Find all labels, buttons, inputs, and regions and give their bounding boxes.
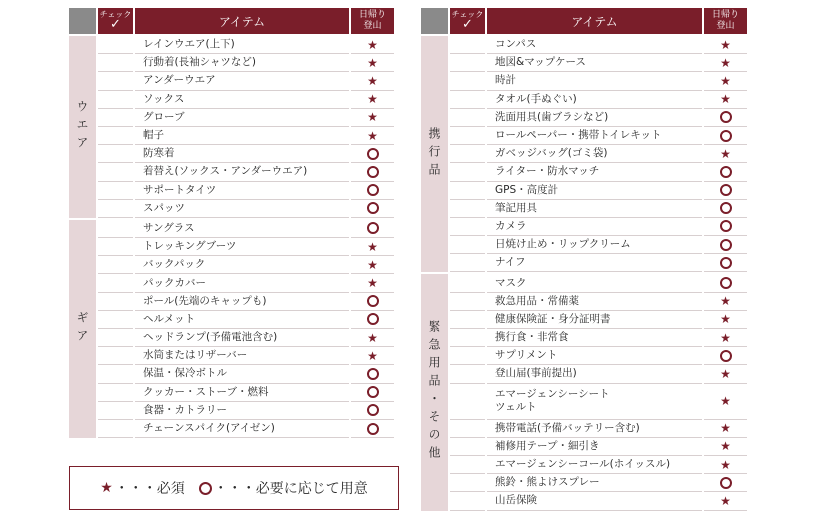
day-trip-mark (704, 365, 747, 383)
check-box[interactable] (98, 347, 133, 365)
list-item (98, 402, 394, 420)
check-box[interactable] (98, 311, 133, 329)
group-label (421, 274, 448, 510)
legend-required-text: ・・・必須 (114, 481, 185, 497)
day-trip-mark (351, 91, 394, 109)
item-name: ソックス (135, 91, 349, 109)
item-name: マスク (487, 274, 702, 292)
star-icon: ★ (720, 146, 731, 161)
item-name: 日焼け止め・リップクリーム (487, 236, 702, 254)
list-item (98, 54, 394, 72)
header-day-trip (704, 8, 747, 34)
item-name: 防寒着 (135, 145, 349, 163)
item-name: エマージェンシーコール(ホイッスル) (487, 456, 702, 474)
check-box[interactable] (98, 329, 133, 347)
check-box[interactable] (98, 109, 133, 127)
star-icon: ★ (367, 348, 378, 363)
day-trip-mark (351, 182, 394, 200)
day-trip-mark (704, 36, 747, 54)
star-icon: ★ (720, 294, 731, 309)
header-day-line2: 登山 (363, 21, 382, 31)
day-trip-mark (704, 145, 747, 163)
list-item (450, 492, 747, 510)
circle-icon (367, 386, 379, 398)
circle-icon (367, 368, 379, 380)
check-box[interactable] (98, 220, 133, 238)
list-item (450, 36, 747, 54)
item-name: 補修用テープ・細引き (487, 438, 702, 456)
check-box[interactable] (450, 36, 485, 54)
item-name: ライター・防水マッチ (487, 163, 702, 181)
day-trip-mark (704, 347, 747, 365)
right-group-0 (421, 36, 749, 272)
circle-icon (367, 313, 379, 325)
day-trip-mark (704, 127, 747, 145)
day-trip-mark (704, 54, 747, 72)
day-trip-mark (351, 293, 394, 311)
legend (69, 466, 399, 510)
day-trip-mark (704, 384, 747, 420)
day-trip-mark (704, 236, 747, 254)
left-group-1 (69, 220, 399, 438)
left-checklist-panel (69, 8, 399, 438)
list-item (98, 72, 394, 90)
item-name: エマージェンシーシート ツェルト (487, 384, 702, 420)
check-box[interactable] (98, 127, 133, 145)
check-box[interactable] (98, 182, 133, 200)
check-box[interactable] (450, 293, 485, 311)
list-item (98, 274, 394, 292)
list-item (450, 54, 747, 72)
check-box[interactable] (98, 384, 133, 402)
star-icon: ★ (720, 421, 731, 436)
item-name: ヘッドランプ(予備電池含む) (135, 329, 349, 347)
star-icon: ★ (720, 312, 731, 327)
item-name: スパッツ (135, 200, 349, 218)
star-icon: ★ (367, 239, 378, 254)
check-box[interactable] (98, 238, 133, 256)
star-icon: ★ (720, 92, 731, 107)
group-label (421, 36, 448, 272)
list-item (98, 36, 394, 54)
check-box[interactable] (98, 36, 133, 54)
item-name: 筆記用具 (487, 200, 702, 218)
list-item (450, 474, 747, 492)
check-box[interactable] (98, 145, 133, 163)
item-name: サングラス (135, 220, 349, 238)
day-trip-mark (704, 109, 747, 127)
item-name: バックパック (135, 256, 349, 274)
check-box[interactable] (98, 365, 133, 383)
circle-icon (367, 423, 379, 435)
list-item (450, 91, 747, 109)
check-box[interactable] (98, 72, 133, 90)
list-item (450, 347, 747, 365)
item-name: 携帯電話(予備バッテリー含む) (487, 420, 702, 438)
group-label (69, 36, 96, 218)
day-trip-mark (704, 456, 747, 474)
check-box[interactable] (98, 256, 133, 274)
item-name: トレッキングブーツ (135, 238, 349, 256)
item-name: 着替え(ソックス・アンダーウエア) (135, 163, 349, 181)
item-name: クッカー・ストーブ・燃料 (135, 384, 349, 402)
day-trip-mark (704, 218, 747, 236)
day-trip-mark (704, 72, 747, 90)
header-day-line1: 日帰り (358, 10, 386, 20)
check-box[interactable] (450, 329, 485, 347)
item-name: GPS・高度計 (487, 182, 702, 200)
list-item (450, 72, 747, 90)
header-check (450, 8, 485, 34)
item-name: 時計 (487, 72, 702, 90)
header-day-trip (351, 8, 394, 34)
check-box[interactable] (98, 274, 133, 292)
circle-icon (367, 404, 379, 416)
circle-icon (720, 130, 732, 142)
header-corner (421, 8, 448, 34)
item-name: サポートタイツ (135, 182, 349, 200)
list-item (450, 236, 747, 254)
item-name: ヘルメット (135, 311, 349, 329)
item-name: 救急用品・常備薬 (487, 293, 702, 311)
check-box[interactable] (450, 456, 485, 474)
star-icon: ★ (367, 257, 378, 272)
item-name: 登山届(事前提出) (487, 365, 702, 383)
item-name: タオル(手ぬぐい) (487, 91, 702, 109)
check-box[interactable] (450, 438, 485, 456)
item-name: サプリメント (487, 347, 702, 365)
item-name: 健康保険証・身分証明書 (487, 311, 702, 329)
check-box[interactable] (450, 347, 485, 365)
check-box[interactable] (450, 492, 485, 510)
item-name: コンパス (487, 36, 702, 54)
day-trip-mark (351, 365, 394, 383)
legend-optional-text: ・・・必要に応じて用意 (213, 481, 368, 497)
check-box[interactable] (450, 311, 485, 329)
day-trip-mark (351, 311, 394, 329)
list-item (98, 329, 394, 347)
star-icon: ★ (367, 37, 378, 52)
list-item (98, 256, 394, 274)
group-label-text: 緊急用品・その他 (427, 320, 441, 465)
item-name: ロールペーパー・携帯トイレキット (487, 127, 702, 145)
group-label-text: 携行品 (427, 127, 441, 182)
check-box[interactable] (98, 420, 133, 438)
list-item (98, 420, 394, 438)
item-name: 携行食・非常食 (487, 329, 702, 347)
list-item (450, 293, 747, 311)
circle-icon (720, 220, 732, 232)
item-name: ガベッジバッグ(ゴミ袋) (487, 145, 702, 163)
star-icon: ★ (367, 330, 378, 345)
list-item (98, 293, 394, 311)
item-name: 洗面用具(歯ブラシなど) (487, 109, 702, 127)
check-box[interactable] (450, 254, 485, 272)
check-box[interactable] (450, 384, 485, 420)
day-trip-mark (704, 91, 747, 109)
day-trip-mark (351, 274, 394, 292)
left-group-0 (69, 36, 399, 218)
header-check-label: チェック (451, 10, 484, 19)
item-name: パックカバー (135, 274, 349, 292)
day-trip-mark (351, 127, 394, 145)
check-box[interactable] (450, 54, 485, 72)
right-table-header (421, 8, 749, 34)
day-trip-mark (704, 329, 747, 347)
day-trip-mark (351, 109, 394, 127)
star-icon: ★ (367, 110, 378, 125)
star-icon: ★ (720, 394, 731, 409)
list-item (98, 109, 394, 127)
day-trip-mark (704, 311, 747, 329)
item-name: ポール(先端のキャップも) (135, 293, 349, 311)
circle-icon (720, 277, 732, 289)
item-name: 行動着(長袖シャツなど) (135, 54, 349, 72)
circle-icon (720, 350, 732, 362)
check-box[interactable] (450, 218, 485, 236)
item-name: 水筒またはリザーバー (135, 347, 349, 365)
day-trip-mark (704, 274, 747, 292)
header-day-line1: 日帰り (711, 10, 739, 20)
list-item (98, 365, 394, 383)
item-name: 保温・保冷ボトル (135, 365, 349, 383)
star-icon: ★ (367, 92, 378, 107)
header-check-label: チェック (99, 10, 132, 19)
check-box[interactable] (450, 365, 485, 383)
day-trip-mark (351, 420, 394, 438)
star-icon: ★ (720, 37, 731, 52)
item-name: チェーンスパイク(アイゼン) (135, 420, 349, 438)
list-item (450, 365, 747, 383)
day-trip-mark (704, 163, 747, 181)
circle-icon (199, 482, 212, 495)
day-trip-mark (704, 200, 747, 218)
star-icon: ★ (720, 330, 731, 345)
item-name: 山岳保険 (487, 492, 702, 510)
day-trip-mark (351, 163, 394, 181)
day-trip-mark (351, 347, 394, 365)
circle-icon (720, 257, 732, 269)
check-box[interactable] (450, 109, 485, 127)
day-trip-mark (351, 402, 394, 420)
list-item (98, 238, 394, 256)
circle-icon (720, 166, 732, 178)
day-trip-mark (351, 36, 394, 54)
list-item (98, 182, 394, 200)
day-trip-mark (351, 329, 394, 347)
list-item (98, 163, 394, 181)
list-item (98, 384, 394, 402)
list-item (98, 347, 394, 365)
group-label-text: ギア (75, 311, 89, 347)
star-icon: ★ (720, 457, 731, 472)
check-mark-icon: ✓ (110, 17, 121, 32)
list-item (450, 163, 747, 181)
list-item (450, 311, 747, 329)
group-label-text: ウエア (75, 99, 89, 154)
check-mark-icon: ✓ (462, 17, 473, 32)
circle-icon (367, 166, 379, 178)
day-trip-mark (704, 254, 747, 272)
item-name: アンダーウエア (135, 72, 349, 90)
check-box[interactable] (98, 200, 133, 218)
check-box[interactable] (450, 274, 485, 292)
day-trip-mark (704, 182, 747, 200)
item-name: カメラ (487, 218, 702, 236)
circle-icon (720, 202, 732, 214)
star-icon: ★ (367, 73, 378, 88)
header-day-line2: 登山 (716, 21, 735, 31)
check-box[interactable] (450, 420, 485, 438)
circle-icon (367, 295, 379, 307)
list-item (98, 91, 394, 109)
item-name: 熊鈴・熊よけスプレー (487, 474, 702, 492)
list-item (450, 182, 747, 200)
day-trip-mark (351, 256, 394, 274)
left-table-header (69, 8, 399, 34)
item-name: グローブ (135, 109, 349, 127)
item-name: ナイフ (487, 254, 702, 272)
circle-icon (720, 111, 732, 123)
day-trip-mark (704, 474, 747, 492)
item-name: レインウエア(上下) (135, 36, 349, 54)
star-icon: ★ (720, 55, 731, 70)
day-trip-mark (351, 145, 394, 163)
day-trip-mark (704, 420, 747, 438)
circle-icon (720, 184, 732, 196)
list-item (450, 456, 747, 474)
day-trip-mark (351, 384, 394, 402)
star-icon: ★ (367, 55, 378, 70)
list-item (98, 145, 394, 163)
check-box[interactable] (450, 163, 485, 181)
day-trip-mark (351, 72, 394, 90)
list-item (450, 200, 747, 218)
right-checklist-panel (421, 8, 749, 511)
list-item (450, 109, 747, 127)
header-check (98, 8, 133, 34)
check-box[interactable] (450, 474, 485, 492)
day-trip-mark (351, 200, 394, 218)
list-item (450, 218, 747, 236)
day-trip-mark (351, 220, 394, 238)
star-icon: ★ (720, 493, 731, 508)
list-item (450, 438, 747, 456)
header-corner (69, 8, 96, 34)
group-label (69, 220, 96, 438)
check-box[interactable] (98, 54, 133, 72)
list-item (450, 127, 747, 145)
circle-icon (367, 148, 379, 160)
list-item (98, 220, 394, 238)
circle-icon (367, 184, 379, 196)
check-box[interactable] (98, 163, 133, 181)
check-box[interactable] (450, 200, 485, 218)
item-name: 帽子 (135, 127, 349, 145)
star-icon: ★ (100, 480, 113, 496)
check-box[interactable] (450, 72, 485, 90)
list-item (450, 420, 747, 438)
list-item (450, 145, 747, 163)
check-box[interactable] (450, 182, 485, 200)
right-group-1 (421, 274, 749, 510)
day-trip-mark (704, 492, 747, 510)
list-item (98, 200, 394, 218)
circle-icon (720, 239, 732, 251)
item-name: 食器・カトラリー (135, 402, 349, 420)
check-box[interactable] (98, 293, 133, 311)
circle-icon (367, 222, 379, 234)
list-item (450, 329, 747, 347)
star-icon: ★ (367, 276, 378, 291)
circle-icon (720, 477, 732, 489)
header-item: アイテム (135, 8, 349, 34)
check-box[interactable] (98, 91, 133, 109)
list-item (450, 254, 747, 272)
star-icon: ★ (720, 439, 731, 454)
day-trip-mark (351, 238, 394, 256)
check-box[interactable] (98, 402, 133, 420)
check-box[interactable] (450, 91, 485, 109)
day-trip-mark (351, 54, 394, 72)
check-box[interactable] (450, 145, 485, 163)
list-item (450, 274, 747, 292)
circle-icon (367, 202, 379, 214)
header-item: アイテム (487, 8, 702, 34)
day-trip-mark (704, 438, 747, 456)
star-icon: ★ (367, 128, 378, 143)
list-item (98, 311, 394, 329)
check-box[interactable] (450, 236, 485, 254)
check-box[interactable] (450, 127, 485, 145)
list-item (450, 384, 747, 420)
day-trip-mark (704, 293, 747, 311)
list-item (98, 127, 394, 145)
item-name: 地図&マップケース (487, 54, 702, 72)
star-icon: ★ (720, 73, 731, 88)
star-icon: ★ (720, 366, 731, 381)
